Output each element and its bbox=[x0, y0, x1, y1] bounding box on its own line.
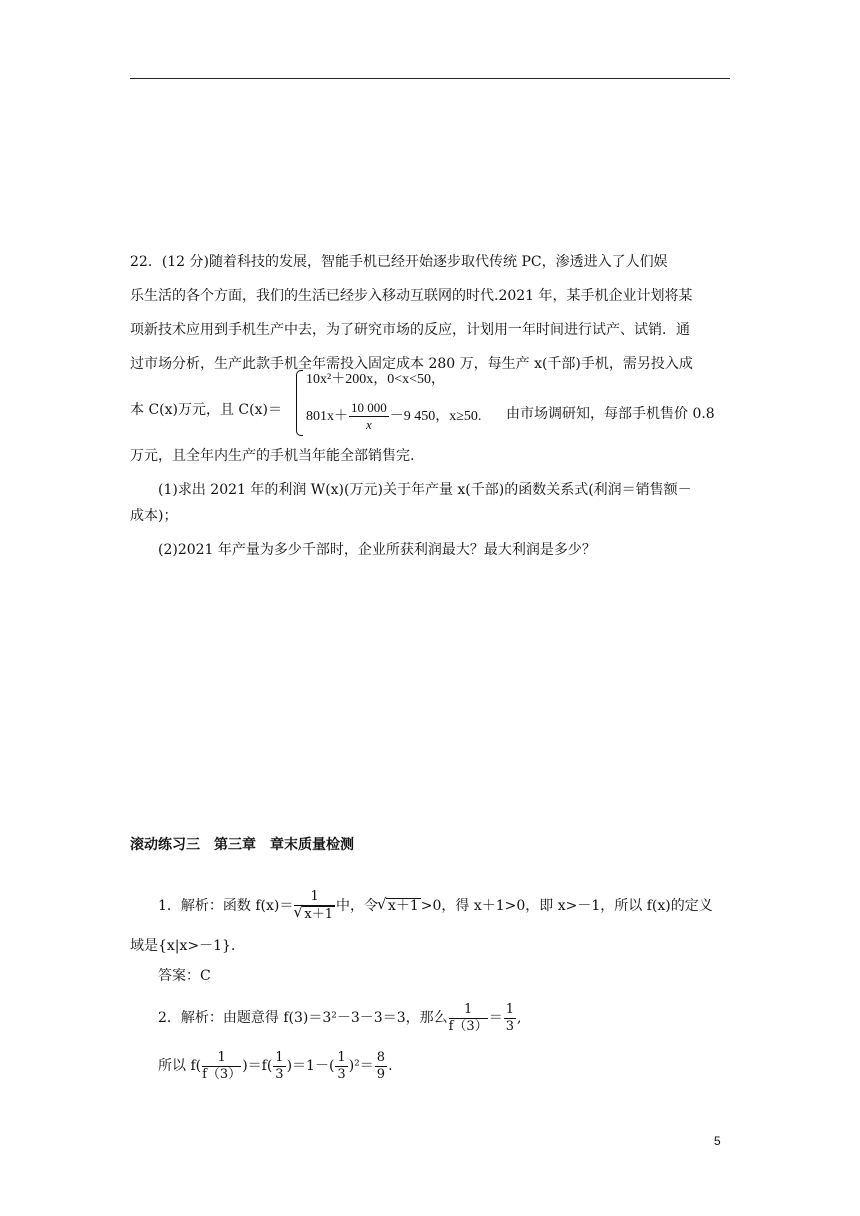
fraction-numerator: 1 bbox=[275, 1049, 284, 1065]
solution-3-text-d: )²＝ bbox=[348, 1058, 374, 1074]
piecewise-case-2-b: －9 450，x≥50. bbox=[389, 409, 482, 424]
problem-line-6: 万元，且全年内生产的手机当年能全部销售完. bbox=[130, 448, 415, 464]
fraction-denominator bbox=[294, 906, 335, 923]
solution-1-line-a bbox=[158, 888, 730, 924]
piecewise-case-1: 10x²＋200x，0<x<50， bbox=[306, 372, 445, 387]
question-1-line-a: (1)求出 2021 年的利润 W(x)(万元)关于年产量 x(千部)的函数关系式(利润＝销售额－ bbox=[158, 482, 692, 498]
solution-3-text-b: )＝f( bbox=[242, 1058, 273, 1074]
solution-3-text-c: )＝1－( bbox=[286, 1058, 335, 1074]
piecewise-case-2 bbox=[306, 400, 516, 434]
fraction-numerator: 1 bbox=[337, 1049, 346, 1065]
problem-line-5-pre: 本 C(x)万元，且 C(x)＝ bbox=[130, 402, 282, 418]
fraction-denominator: f（3） bbox=[448, 1018, 488, 1034]
fraction-numerator: 1 bbox=[202, 1050, 241, 1067]
fraction-8-over-9 bbox=[375, 1050, 387, 1083]
fraction-1-over-3 bbox=[504, 1002, 516, 1035]
trailing-comma: , bbox=[517, 1010, 522, 1026]
problem-line-4: 过市场分析，生产此款手机全年需投入固定成本 280 万，每生产 x(千部)手机，需另投入成 bbox=[130, 356, 693, 372]
fraction-numerator: 1 bbox=[449, 1002, 488, 1019]
problem-line-5-post: 由市场调研知，每部手机售价 0.8 bbox=[506, 406, 715, 422]
solution-3-text-e: . bbox=[388, 1058, 393, 1074]
fraction-1-over-sqrt bbox=[294, 889, 335, 923]
answer-line: 答案：C bbox=[158, 968, 211, 984]
fraction-numerator: 1 bbox=[505, 1001, 514, 1017]
equals-sign: ＝ bbox=[488, 1010, 503, 1026]
problem-line-3: 项新技术应用到手机生产中去，为了研究市场的反应，计划用一年时间进行试产、试销．通 bbox=[130, 322, 690, 338]
fraction-10000-over-x bbox=[349, 400, 389, 433]
fraction-denominator: 9 bbox=[376, 1066, 386, 1082]
section-heading: 滚动练习三 第三章 章末质量检测 bbox=[130, 837, 354, 853]
fraction-denominator: 3 bbox=[275, 1066, 284, 1082]
fraction-numerator: 1 bbox=[294, 889, 335, 906]
fraction-1-over-3 bbox=[335, 1050, 347, 1083]
piecewise-brace bbox=[296, 370, 303, 436]
fraction-denominator: 3 bbox=[505, 1018, 514, 1034]
solution-1-text-b: 中，令 bbox=[335, 898, 378, 914]
fraction-numerator: 10 000 bbox=[351, 400, 387, 416]
solution-2-line bbox=[158, 998, 730, 1038]
problem-line-2: 乐生活的各个方面，我们的生活已经步入移动互联网的时代.2021 年，某手机企业计划将某 bbox=[130, 288, 693, 304]
page-number: 5 bbox=[714, 1134, 721, 1148]
sqrt-radical: √ x＋1 bbox=[386, 898, 421, 914]
fraction-denominator: f（3） bbox=[202, 1066, 242, 1082]
fraction-denominator: x bbox=[365, 417, 372, 433]
sqrt-radical: √ x＋1 bbox=[302, 906, 335, 922]
fraction-1-over-3 bbox=[273, 1050, 285, 1083]
piecewise-case-2-a: 801x＋ bbox=[306, 409, 348, 424]
solution-2-text-a: 2．解析：由题意得 f(3)＝3²－3－3＝3，那么 bbox=[158, 1010, 448, 1026]
solution-1-text-a: 1．解析：函数 f(x)＝ bbox=[158, 898, 294, 914]
question-1-line-b: 成本)； bbox=[130, 508, 178, 524]
problem-line-1: 22．(12 分)随着科技的发展，智能手机已经开始逐步取代传统 PC，渗透进入了人们娱 bbox=[130, 254, 668, 270]
solution-1-text-c: >0，得 x＋1>0，即 x>－1，所以 f(x)的定义 bbox=[420, 898, 713, 914]
fraction-1-over-f3 bbox=[449, 1002, 488, 1035]
header-rule bbox=[130, 78, 730, 79]
fraction-1-over-f3 bbox=[202, 1050, 241, 1083]
question-2: (2)2021 年产量为多少千部时，企业所获利润最大？最大利润是多少？ bbox=[158, 542, 596, 558]
fraction-numerator: 8 bbox=[376, 1049, 386, 1065]
fraction-denominator: 3 bbox=[337, 1066, 346, 1082]
solution-3-text-a: 所以 f( bbox=[158, 1058, 202, 1074]
solution-1-line-b: 域是{x|x>－1}． bbox=[130, 938, 245, 954]
solution-3-line bbox=[158, 1046, 730, 1086]
